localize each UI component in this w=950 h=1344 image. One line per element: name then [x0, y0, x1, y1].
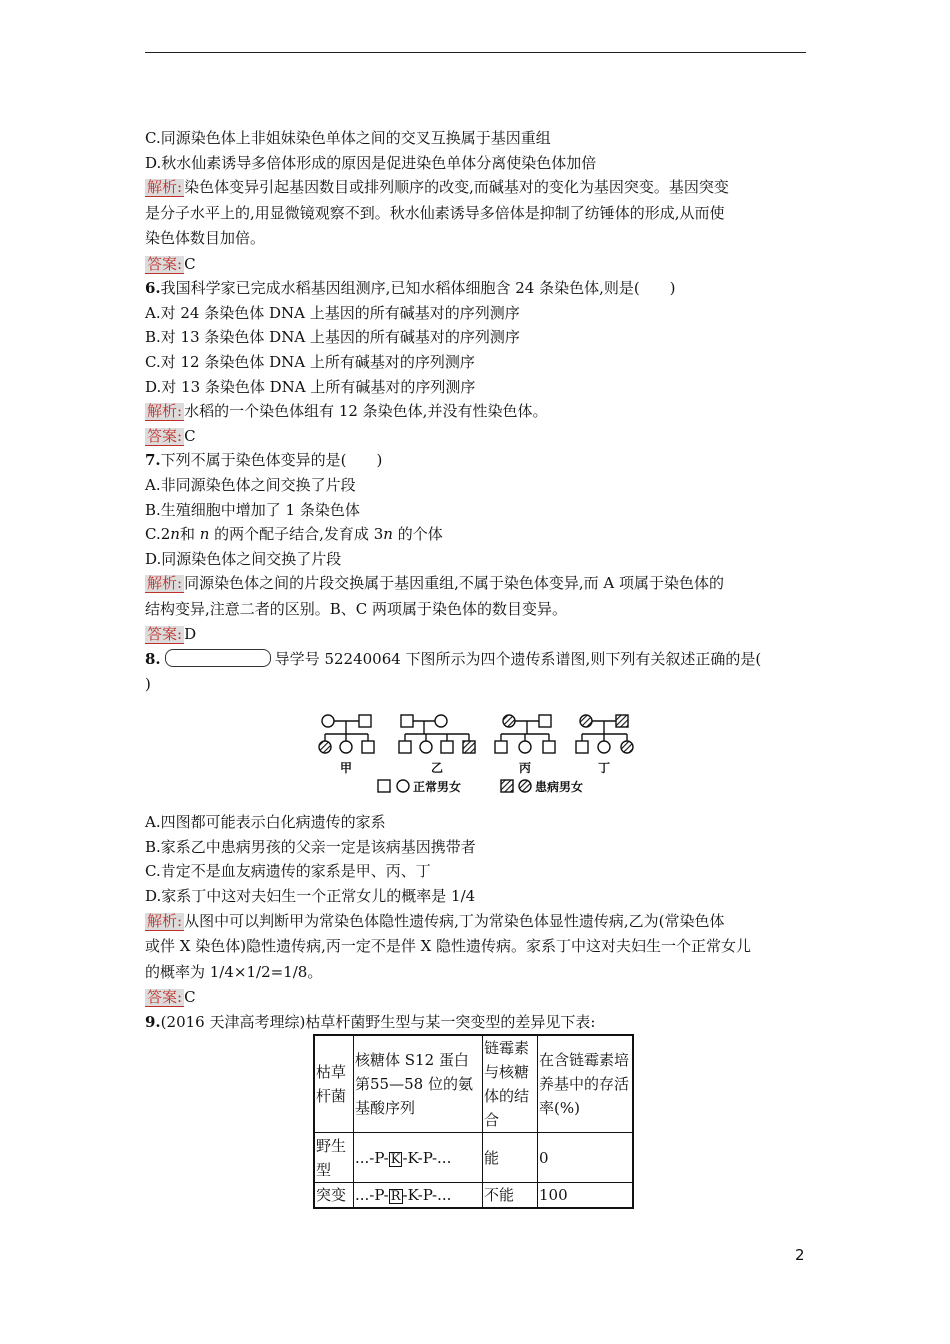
legend-normal-female-icon [397, 780, 409, 792]
table-cell: 突变 [314, 1183, 354, 1209]
q6-stem: 6.我国科学家已完成水稻基因组测序,已知水稻体细胞含 24 条染色体,则是( ) [145, 279, 676, 298]
answer-label: 答案: [147, 988, 183, 1007]
table-row [314, 1133, 633, 1183]
legend-affected-female-icon [519, 780, 531, 792]
q7-analysis: 解析: 同源染色体之间的片段交换属于基因重组,不属于染色体变异,而 A 项属于染色体的 结构变异,注意二者的区别。B、C 两项属于染色体的数目变异。 [145, 574, 724, 618]
q8-option-b: B.家系乙中患病男孩的父亲一定是该病基因携带者 [145, 837, 476, 856]
analysis-label: 解析: [147, 178, 183, 197]
legend-affected-male-icon [501, 780, 513, 792]
table-header-cell: 链霉素与核糖体的结合 [483, 1035, 538, 1133]
pedigree-ding [576, 715, 633, 753]
table-cell: 0 [538, 1133, 634, 1183]
q7-stem: 7.下列不属于染色体变异的是( ) [145, 451, 383, 470]
q7-option-b: B.生殖细胞中增加了 1 条染色体 [145, 500, 360, 519]
q7-option-a: A.非同源染色体之间交换了片段 [145, 476, 356, 495]
q5-option-c: C.同源染色体上非姐妹染色单体之间的交叉互换属于基因重组 [145, 129, 551, 147]
table-cell: 100 [538, 1183, 634, 1209]
table-cell: ...-P- R -K-P-... [354, 1183, 483, 1209]
legend-normal-label: 正常男女 [413, 780, 462, 795]
q6-analysis: 解析: 水稻的一个染色体组有 12 条染色体,并没有性染色体。 [147, 402, 548, 421]
q5-analysis: 解析: 染色体变异引起基因数目或排列顺序的改变,而碱基对的变化为基因突变。基因突变 是分子水平上的,用显微镜观察不到。秋水仙素诱导多倍体是抑制了纺锤体的形成,从而使 染色体数目加倍。 [145, 178, 729, 248]
legend-affected-label: 患病男女 [535, 780, 584, 795]
guide-badge [165, 649, 271, 667]
q8-analysis: 解析: 从图中可以判断甲为常染色体隐性遗传病,丁为常染色体显性遗传病,乙为(常染色体 或伴 X 染色体)隐性遗传病,丙一定不是伴 X 隐性遗传病。家系丁中这对夫妇生一个正常女儿 的概率为 1/4×1/2=1/8。 [145, 911, 752, 981]
table-cell: 不能 [483, 1183, 538, 1209]
fig-label-jia: 甲 [339, 761, 353, 776]
analysis-label: 解析: [147, 911, 183, 930]
page-content [145, 126, 807, 1209]
fig-label-ding: 丁 [597, 761, 611, 776]
legend-normal-male-icon [378, 780, 390, 792]
q5-option-d: D.秋水仙素诱导多倍体形成的原因是促进染色单体分离使染色体加倍 [145, 153, 597, 172]
table-header-cell: 在含链霉素培养基中的存活率(%) [538, 1035, 634, 1133]
table-cell: ...-P- K -K-P-... [354, 1133, 483, 1183]
q5-answer: 答案: C [147, 254, 196, 273]
q6-option-d: D.对 13 条染色体 DNA 上所有碱基对的序列测序 [145, 377, 476, 396]
table-cell: 野生型 [314, 1133, 354, 1183]
analysis-label: 解析: [147, 574, 183, 593]
mutation-table [313, 1034, 634, 1209]
table-header-cell: 核糖体 S12 蛋白第55—58 位的氨基酸序列 [354, 1035, 483, 1133]
answer-label: 答案: [147, 426, 183, 445]
pedigree-figure [145, 704, 807, 804]
page-number: 2 [795, 1246, 805, 1264]
q6-option-b: B.对 13 条染色体 DNA 上基因的所有碱基对的序列测序 [145, 328, 520, 347]
q8-option-d: D.家系丁中这对夫妇生一个正常女儿的概率是 1/4 [145, 886, 476, 905]
analysis-label: 解析: [147, 402, 183, 421]
pedigree-yi [399, 715, 475, 753]
q7-option-c: C.2n和 n 的两个配子结合,发育成 3n 的个体 [145, 525, 443, 544]
q7-option-d: D.同源染色体之间交换了片段 [145, 549, 342, 568]
header-rule [145, 52, 806, 53]
table-row [314, 1183, 633, 1209]
table-header-cell: 枯草杆菌 [314, 1035, 354, 1133]
q6-option-c: C.对 12 条染色体 DNA 上所有碱基对的序列测序 [145, 353, 475, 372]
pedigree-svg [145, 704, 807, 804]
q8-answer: 答案: C [147, 988, 196, 1007]
table-header-row [314, 1035, 633, 1133]
fig-label-bing: 丙 [518, 761, 532, 776]
q6-option-a: A.对 24 条染色体 DNA 上基因的所有碱基对的序列测序 [145, 303, 520, 322]
q8-option-c: C.肯定不是血友病遗传的家系是甲、丙、丁 [145, 862, 431, 881]
pedigree-jia [319, 715, 374, 753]
q8-stem-cont: ) [145, 674, 151, 693]
answer-label: 答案: [147, 625, 183, 644]
q9-stem: 9.(2016 天津高考理综)枯草杆菌野生型与某一突变型的差异见下表: [145, 1012, 596, 1031]
pedigree-bing [495, 715, 555, 753]
q6-answer: 答案: C [147, 426, 196, 445]
q8-option-a: A.四图都可能表示白化病遗传的家系 [145, 813, 386, 832]
fig-label-yi: 乙 [430, 761, 444, 776]
table-cell: 能 [483, 1133, 538, 1183]
q8-stem: 8. 导学号 52240064 下图所示为四个遗传系谱图,则下列有关叙述正确的是( [145, 650, 762, 668]
q7-answer: 答案: D [147, 625, 197, 644]
answer-label: 答案: [147, 254, 183, 273]
